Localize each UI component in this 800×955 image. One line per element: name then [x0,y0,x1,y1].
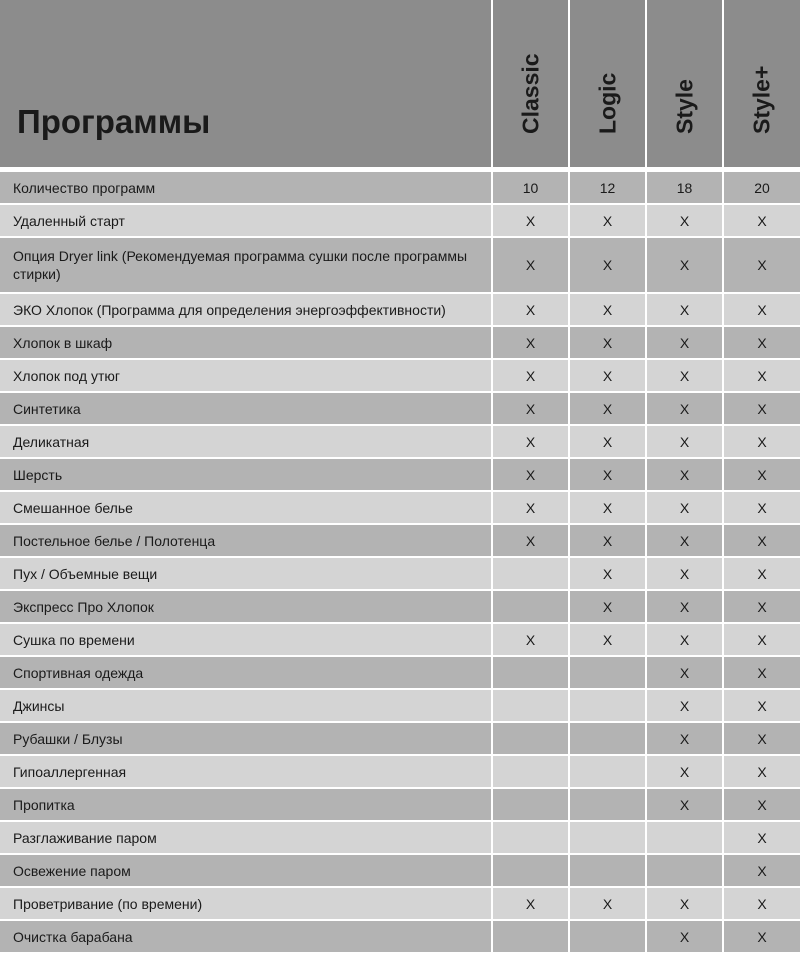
table-row [0,690,800,721]
column-header-logic [570,0,645,167]
table-row [0,756,800,787]
table-cell: X [724,459,800,490]
table-cell: X [493,294,568,325]
table-cell: X [647,525,722,556]
table-cell: X [493,205,568,236]
column-header-label: Style+ [748,65,775,134]
table-cell: X [570,205,645,236]
table-cell: X [724,393,800,424]
program-name: Опция Dryer link (Рекомендуемая программа сушки после программы стирки) [0,238,491,292]
table-cell [493,789,568,820]
table-row [0,172,800,203]
table-cell: X [493,624,568,655]
table-cell: X [570,591,645,622]
table-cell: X [493,426,568,457]
header-title-cell [0,0,491,167]
program-name: Хлопок в шкаф [0,327,491,358]
table-cell: X [570,525,645,556]
column-header-label: Logic [594,72,620,134]
table-cell: X [724,756,800,787]
table-cell: X [570,426,645,457]
program-name: Очистка барабана [0,921,491,952]
table-cell: X [647,789,722,820]
table-cell: X [724,492,800,523]
program-name: Разглаживание паром [0,822,491,853]
table-cell: X [724,591,800,622]
table-cell: X [724,360,800,391]
table-row [0,426,800,457]
program-name: Экспресс Про Хлопок [0,591,491,622]
table-row [0,525,800,556]
table-cell [493,657,568,688]
table-cell: X [647,294,722,325]
table-cell: X [647,690,722,721]
table-cell [493,723,568,754]
table-cell: 12 [570,172,645,203]
program-name: Постельное белье / Полотенца [0,525,491,556]
table-cell: 18 [647,172,722,203]
table-cell: X [724,327,800,358]
program-name: ЭКО Хлопок (Программа для определения энергоэффективности) [0,294,491,325]
table-cell: X [724,294,800,325]
table-cell: X [724,558,800,589]
table-cell: X [570,360,645,391]
table-cell [570,657,645,688]
table-cell: X [647,459,722,490]
table-row [0,294,800,325]
table-row [0,393,800,424]
table-cell: X [724,690,800,721]
table-cell: X [570,459,645,490]
table-cell: 10 [493,172,568,203]
table-cell: X [724,723,800,754]
table-row [0,205,800,236]
table-cell: X [493,492,568,523]
column-header-label: Classic [517,53,543,134]
program-name: Гипоаллергенная [0,756,491,787]
table-cell: X [647,624,722,655]
table-row [0,591,800,622]
table-cell [493,855,568,886]
program-name: Смешанное белье [0,492,491,523]
table-cell: X [493,525,568,556]
table-cell: X [647,327,722,358]
table-cell [570,723,645,754]
table-cell [493,558,568,589]
program-name: Пух / Объемные вещи [0,558,491,589]
table-cell: X [647,393,722,424]
table-cell [570,789,645,820]
table-cell: X [724,789,800,820]
table-cell [570,690,645,721]
program-name: Пропитка [0,789,491,820]
table-cell [647,855,722,886]
table-cell: X [647,657,722,688]
table-cell: X [570,294,645,325]
table-cell: X [724,205,800,236]
table-cell: X [724,624,800,655]
table-cell: X [724,238,800,292]
table-row [0,888,800,919]
table-cell: X [724,525,800,556]
table-cell: X [724,888,800,919]
table-cell: X [647,723,722,754]
table-row [0,723,800,754]
program-name: Деликатная [0,426,491,457]
program-name: Синтетика [0,393,491,424]
program-name: Хлопок под утюг [0,360,491,391]
table-cell: X [647,426,722,457]
table-row [0,624,800,655]
column-header-style-plus [724,0,800,167]
table-row [0,327,800,358]
program-name: Количество программ [0,172,491,203]
table-row [0,657,800,688]
table-cell: X [724,822,800,853]
table-row [0,238,800,292]
table-row [0,459,800,490]
table-cell: X [647,558,722,589]
table-cell: X [570,492,645,523]
column-header-classic [493,0,568,167]
table-cell: X [647,921,722,952]
table-cell: X [647,238,722,292]
table-cell: X [724,855,800,886]
program-name: Проветривание (по времени) [0,888,491,919]
table-row [0,558,800,589]
table-cell: X [570,624,645,655]
page-title: Программы [17,103,211,140]
table-cell: X [570,238,645,292]
table-cell [570,855,645,886]
table-cell: X [724,657,800,688]
table-cell: X [647,756,722,787]
table-cell [493,591,568,622]
table-cell: X [647,205,722,236]
table-cell: X [570,327,645,358]
program-name: Шерсть [0,459,491,490]
table-cell: X [493,459,568,490]
table-cell [493,756,568,787]
table-row [0,789,800,820]
table-cell: X [570,888,645,919]
table-cell: X [724,426,800,457]
table-cell [647,822,722,853]
table-row [0,921,800,952]
table-cell [493,921,568,952]
program-name: Освежение паром [0,855,491,886]
table-cell [570,756,645,787]
column-header-label: Style [671,79,697,134]
program-name: Сушка по времени [0,624,491,655]
table-cell: X [493,393,568,424]
table-row [0,822,800,853]
table-cell: X [570,558,645,589]
table-cell [570,921,645,952]
program-name: Спортивная одежда [0,657,491,688]
table-cell: X [493,888,568,919]
table-cell [570,822,645,853]
table-cell: X [493,327,568,358]
table-cell [493,822,568,853]
table-cell: X [724,921,800,952]
table-row [0,360,800,391]
table-cell: X [647,591,722,622]
table-cell: X [570,393,645,424]
table-cell [493,690,568,721]
table-row [0,492,800,523]
table-cell: X [493,360,568,391]
table-cell: 20 [724,172,800,203]
table-cell: X [493,238,568,292]
program-name: Удаленный старт [0,205,491,236]
table-cell: X [647,360,722,391]
column-header-style [647,0,722,167]
table-cell: X [647,492,722,523]
table-row [0,855,800,886]
table-cell: X [647,888,722,919]
program-name: Рубашки / Блузы [0,723,491,754]
program-name: Джинсы [0,690,491,721]
